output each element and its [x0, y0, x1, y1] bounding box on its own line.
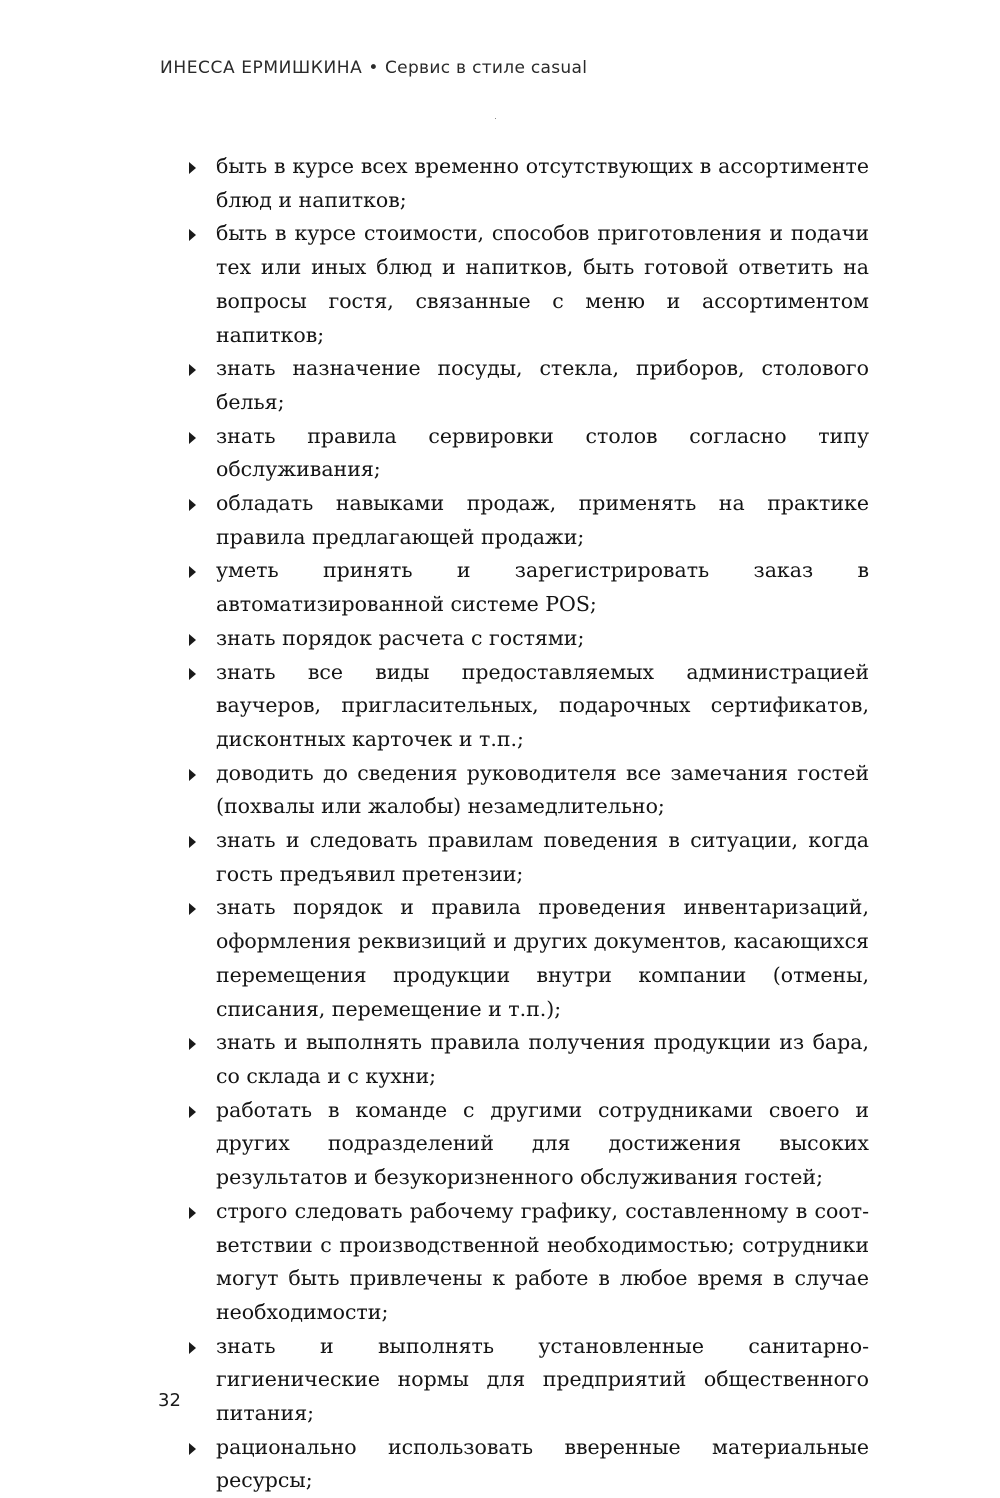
list-item-text: быть в курсе стоимости, способов приготовления и подачи тех или иных блюд и напитков, быть готовой ответить на вопросы гостя, связанные с меню и ассортиментом напитков;	[216, 221, 869, 347]
list-item-text: знать порядок и правила проведения инвентаризаций, оформления реквизиций и других документов, касающихся перемещения продукции внутри компании (отмены, списания, перемещение и т.п.);	[216, 895, 869, 1021]
list-item	[187, 1094, 869, 1195]
list-item-text: знать и выполнять правила получения продукции из бара, со склада и с кухни;	[216, 1030, 869, 1088]
header-author: ИНЕССА ЕРМИШКИНА	[160, 58, 363, 78]
triangle-right-icon	[189, 1106, 196, 1118]
triangle-right-icon	[189, 1342, 196, 1354]
list-item-text: рационально использовать вверенные материальные ресурсы;	[216, 1434, 869, 1493]
list-item	[187, 554, 869, 621]
triangle-right-icon	[189, 668, 196, 680]
list-item	[187, 891, 869, 1026]
triangle-right-icon	[189, 769, 196, 781]
triangle-right-icon	[189, 634, 196, 646]
duties-list	[187, 150, 869, 1498]
triangle-right-icon	[189, 903, 196, 915]
list-item-text: знать и выполнять установленные санитарно-гигиенические нормы для предприятий общественного питания;	[216, 1333, 869, 1426]
list-item	[187, 1195, 869, 1330]
list-item	[187, 487, 869, 554]
header-separator: •	[368, 58, 380, 78]
list-item-text: работать в команде с другими сотрудниками своего и других подразделений для достижения высоких результатов и безукоризненного обслуживания гостей;	[216, 1097, 869, 1190]
triangle-right-icon	[189, 364, 196, 376]
triangle-right-icon	[189, 1038, 196, 1050]
list-item	[187, 656, 869, 757]
triangle-right-icon	[189, 1443, 196, 1455]
list-item-text: знать порядок расчета с гостями;	[216, 625, 585, 650]
list-item-text: знать и следовать правилам поведения в ситуации, когда гость предъявил претензии;	[216, 828, 869, 886]
list-item-text: обладать навыками продаж, применять на практике правила предлагающей продажи;	[216, 491, 869, 549]
list-item	[187, 150, 869, 217]
list-item-text: доводить до сведения руководителя все замечания гостей (похвалы или жалобы) незамедлительно;	[216, 760, 869, 819]
list-item	[187, 1330, 869, 1431]
triangle-right-icon	[189, 566, 196, 578]
list-item-text: знать назначение посуды, стекла, приборов, столового белья;	[216, 356, 869, 414]
triangle-right-icon	[189, 1207, 196, 1219]
list-item	[187, 1431, 869, 1498]
triangle-right-icon	[189, 836, 196, 848]
list-item	[187, 352, 869, 419]
triangle-right-icon	[189, 162, 196, 174]
list-item	[187, 420, 869, 487]
list-item-text: быть в курсе всех временно отсутствующих в ассортименте блюд и напитков;	[216, 154, 869, 212]
print-speck	[495, 118, 496, 119]
list-item	[187, 757, 869, 824]
running-header	[160, 58, 587, 78]
page-number: 32	[158, 1390, 181, 1411]
list-item-text: знать все виды предоставляемых администрацией ваучеров, пригласительных, подарочных сертификатов, дисконтных карточек и т.п.;	[216, 659, 869, 751]
triangle-right-icon	[189, 229, 196, 241]
header-subtitle: Сервис в стиле casual	[385, 58, 588, 78]
list-item-text: уметь принять и зарегистрировать заказ в автоматизированной системе POS;	[216, 558, 869, 617]
list-item-text: знать правила сервировки столов согласно типу обслуживания;	[216, 423, 869, 482]
list-item	[187, 217, 869, 352]
list-item	[187, 622, 869, 656]
triangle-right-icon	[189, 432, 196, 444]
list-item	[187, 824, 869, 891]
list-item-text: строго следовать рабочему графику, составленному в соответствии с производственной необходимостью; сотрудники могут быть привлечены к работе в любое время в случае необходимости;	[216, 1198, 869, 1324]
triangle-right-icon	[189, 499, 196, 511]
list-item	[187, 1026, 869, 1093]
